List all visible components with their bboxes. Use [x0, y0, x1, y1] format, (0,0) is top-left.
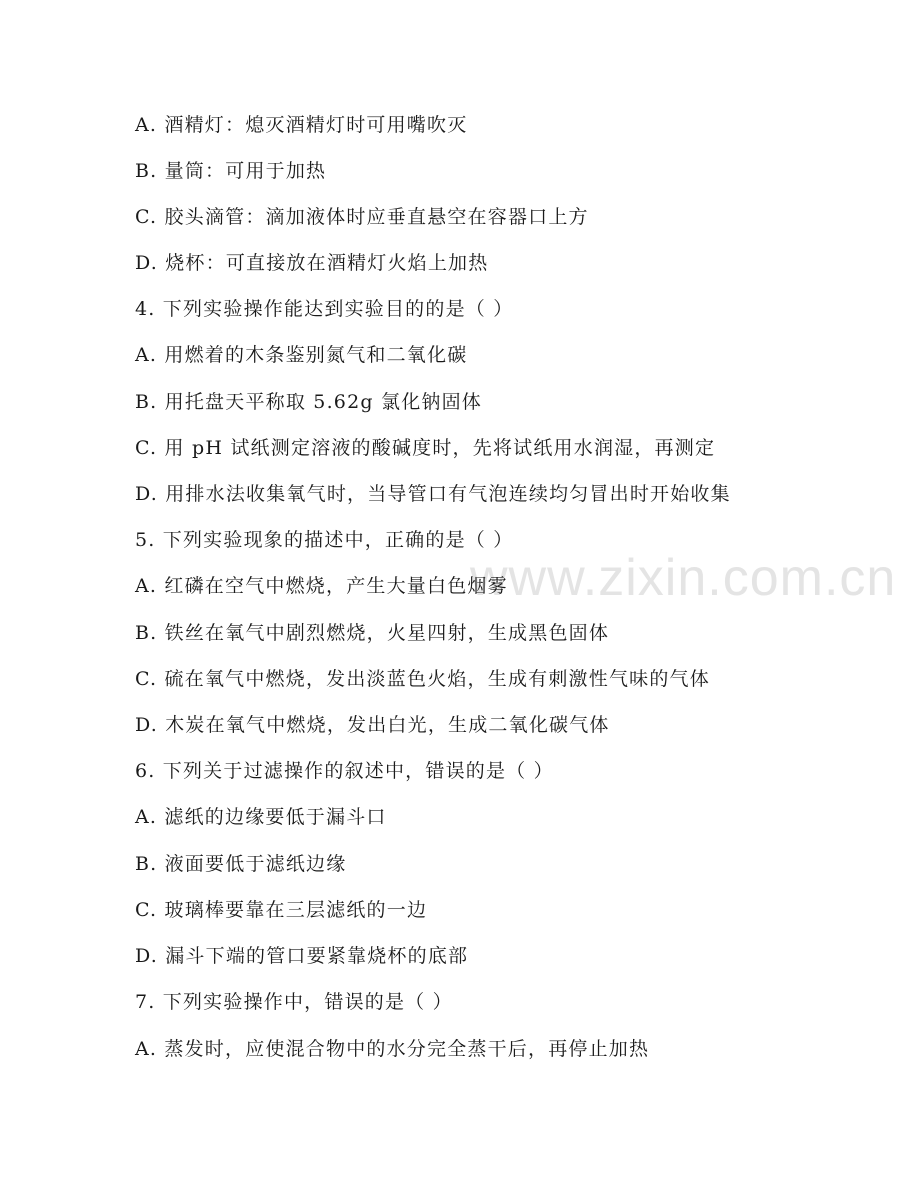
option-line: B. 铁丝在氧气中剧烈燃烧，火星四射，生成黑色固体: [135, 622, 610, 644]
option-line: D. 漏斗下端的管口要紧靠烧杯的底部: [135, 945, 469, 967]
option-line: C. 胶头滴管：滴加液体时应垂直悬空在容器口上方: [135, 206, 589, 228]
watermark: www.zixin.com.cn: [470, 549, 897, 607]
option-line: C. 硫在氧气中燃烧，发出淡蓝色火焰，生成有刺激性气味的气体: [135, 668, 710, 690]
question-line: 6. 下列关于过滤操作的叙述中，错误的是（ ）: [135, 760, 554, 782]
option-line: B. 量筒：可用于加热: [135, 160, 327, 182]
option-line: C. 玻璃棒要靠在三层滤纸的一边: [135, 899, 428, 921]
option-line: D. 用排水法收集氧气时，当导管口有气泡连续均匀冒出时开始收集: [135, 483, 731, 505]
option-line: A. 酒精灯：熄灭酒精灯时可用嘴吹灭: [135, 114, 468, 136]
option-line: A. 用燃着的木条鉴别氮气和二氧化碳: [135, 344, 468, 366]
question-line: 7. 下列实验操作中，错误的是（ ）: [135, 991, 453, 1013]
option-line: A. 蒸发时，应使混合物中的水分完全蒸干后，再停止加热: [135, 1038, 650, 1060]
option-line: B. 用托盘天平称取 5.62g 氯化钠固体: [135, 391, 482, 413]
question-line: 4. 下列实验操作能达到实验目的的是（ ）: [135, 298, 514, 320]
option-line: C. 用 pH 试纸测定溶液的酸碱度时，先将试纸用水润湿，再测定: [135, 437, 716, 459]
option-line: D. 烧杯：可直接放在酒精灯火焰上加热: [135, 252, 489, 274]
question-line: 5. 下列实验现象的描述中，正确的是（ ）: [135, 529, 514, 551]
option-line: D. 木炭在氧气中燃烧，发出白光，生成二氧化碳气体: [135, 714, 610, 736]
option-line: A. 滤纸的边缘要低于漏斗口: [135, 806, 387, 828]
option-line: A. 红磷在空气中燃烧，产生大量白色烟雾: [135, 575, 508, 597]
option-line: B. 液面要低于滤纸边缘: [135, 853, 347, 875]
